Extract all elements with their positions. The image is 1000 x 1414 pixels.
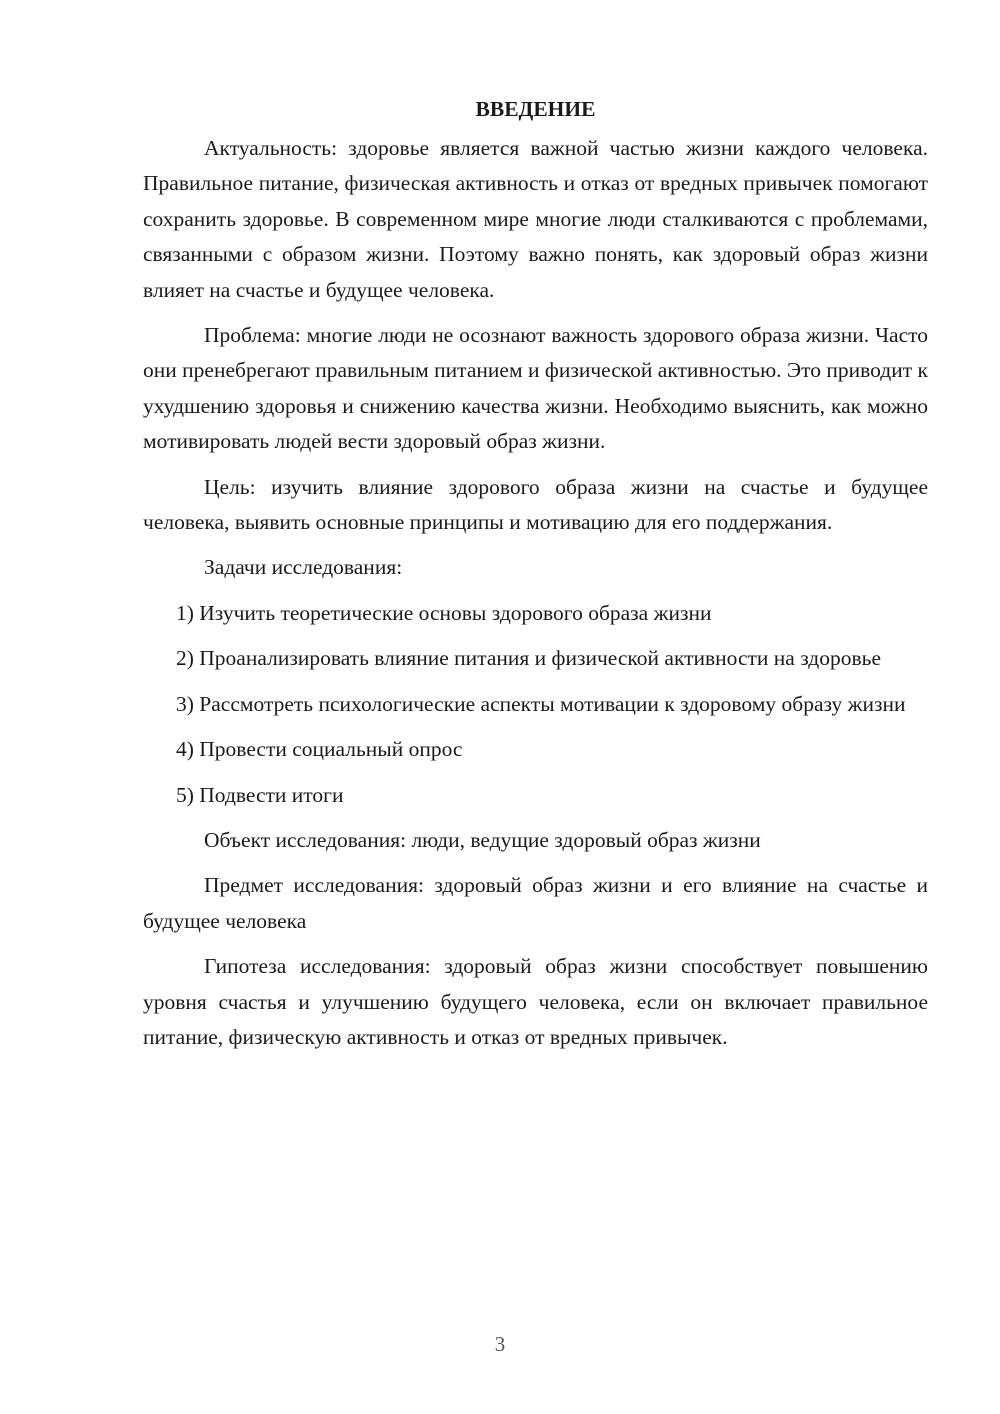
task-item: 5) Подвести итоги [176, 782, 344, 807]
document-page [143, 92, 928, 1065]
task-item: 4) Провести социальный опрос [176, 737, 463, 762]
task-item: 1) Изучить теоретические основы здорового образа жизни [176, 600, 712, 625]
problem-paragraph: Проблема: многие люди не осознают важность здорового образа жизни. Часто они пренебрегают правильным питанием и физической активностью. Это приводит к ухудшению здоровья и снижению качества жизни. Необходимо выяснить, как можно мотивировать людей вести здоровый образ жизни. [143, 323, 928, 454]
task-item: 3) Рассмотреть психологические аспекты мотивации к здоровому образу жизни [176, 691, 906, 716]
goal-paragraph: Цель: изучить влияние здорового образа жизни на счастье и будущее человека, выявить основные принципы и мотивацию для его поддержания. [143, 474, 928, 535]
tasks-heading: Задачи исследования: [204, 555, 403, 580]
relevance-paragraph: Актуальность: здоровье является важной частью жизни каждого человека. Правильное питание, физическая активность и отказ от вредных привычек помогают сохранить здоровье. В современном мире многие люди сталкиваются с проблемами, связанными с образом жизни. Поэтому важно понять, как здоровый образ жизни влияет на счастье и будущее человека. [143, 136, 928, 302]
section-title: ВВЕДЕНИЕ [475, 97, 596, 121]
task-item: 2) Проанализировать влияние питания и физической активности на здоровье [176, 646, 881, 671]
page-number: 3 [494, 1332, 506, 1356]
research-object: Объект исследования: люди, ведущие здоровый образ жизни [204, 827, 761, 852]
research-hypothesis: Гипотеза исследования: здоровый образ жизни способствует повышению уровня счастья и улучшению будущего человека, если он включает правильное питание, физическую активность и отказ от вредных привычек. [143, 954, 928, 1049]
research-subject: Предмет исследования: здоровый образ жизни и его влияние на счастье и будущее человека [143, 873, 928, 933]
